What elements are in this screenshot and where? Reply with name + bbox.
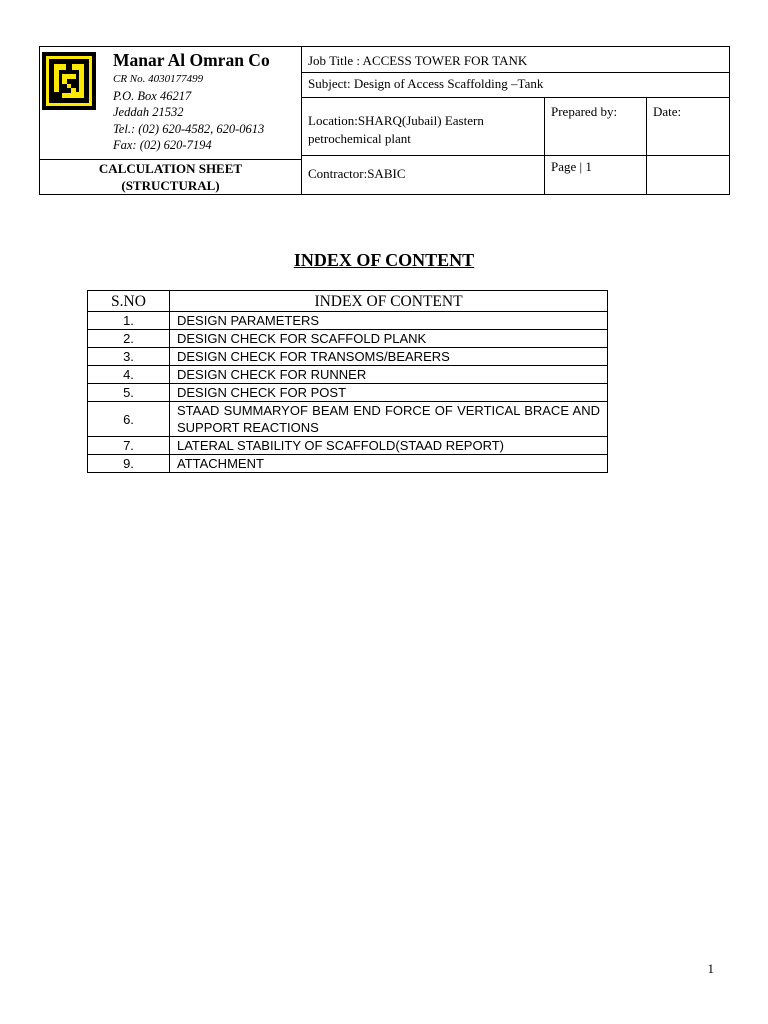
index-table-body bbox=[88, 312, 608, 473]
page-label: Page | 1 bbox=[545, 156, 647, 195]
job-title: Job Title : ACCESS TOWER FOR TANK bbox=[302, 47, 730, 73]
row-number: 7. bbox=[88, 437, 170, 455]
page-number: 1 bbox=[707, 961, 714, 976]
location-line-2: petrochemical plant bbox=[308, 131, 411, 146]
row-number: 4. bbox=[88, 366, 170, 384]
table-row bbox=[88, 348, 608, 366]
prepared-by: Prepared by: bbox=[545, 98, 647, 156]
row-title: DESIGN PARAMETERS bbox=[170, 312, 608, 330]
company-city: Jeddah 21532 bbox=[113, 105, 184, 119]
row-number: 3. bbox=[88, 348, 170, 366]
row-number: 1. bbox=[88, 312, 170, 330]
company-po-box: P.O. Box 46217 bbox=[113, 88, 192, 103]
company-fax: Fax: (02) 620-7194 bbox=[113, 138, 212, 152]
company-tel: Tel.: (02) 620-4582, 620-0613 bbox=[113, 121, 265, 136]
index-table bbox=[87, 290, 608, 473]
document-header bbox=[39, 46, 730, 195]
row-number: 2. bbox=[88, 330, 170, 348]
blank-cell bbox=[647, 156, 730, 195]
location-line-1: Location:SHARQ(Jubail) Eastern bbox=[308, 113, 484, 128]
row-number: 5. bbox=[88, 384, 170, 402]
table-row bbox=[88, 402, 608, 437]
table-row bbox=[88, 330, 608, 348]
company-cr-no: CR No. 4030177499 bbox=[113, 73, 204, 85]
subject: Subject: Design of Access Scaffolding –Tank bbox=[302, 73, 730, 98]
table-row bbox=[88, 312, 608, 330]
table-row bbox=[88, 437, 608, 455]
page-heading: INDEX OF CONTENT bbox=[293, 250, 475, 270]
date-label: Date: bbox=[647, 98, 730, 156]
company-contact bbox=[113, 71, 264, 154]
row-title: ATTACHMENT bbox=[170, 455, 608, 473]
table-row bbox=[88, 384, 608, 402]
row-title: DESIGN CHECK FOR SCAFFOLD PLANK bbox=[170, 330, 608, 348]
table-row bbox=[88, 455, 608, 473]
column-header-title: INDEX OF CONTENT bbox=[170, 291, 608, 312]
row-title: STAAD SUMMARYOF BEAM END FORCE OF VERTICAL BRACE AND SUPPORT REACTIONS bbox=[170, 402, 608, 437]
company-block bbox=[40, 47, 302, 160]
row-title: DESIGN CHECK FOR POST bbox=[170, 384, 608, 402]
column-header-sno: S.NO bbox=[88, 291, 170, 312]
table-row bbox=[88, 366, 608, 384]
row-number: 6. bbox=[88, 402, 170, 437]
company-logo-icon bbox=[42, 52, 96, 110]
sheet-title-line-1: CALCULATION SHEET bbox=[98, 161, 243, 176]
row-title: DESIGN CHECK FOR TRANSOMS/BEARERS bbox=[170, 348, 608, 366]
table-header-row bbox=[88, 291, 608, 312]
company-name: Manar Al Omran Co bbox=[113, 50, 270, 70]
row-number: 9. bbox=[88, 455, 170, 473]
row-title: DESIGN CHECK FOR RUNNER bbox=[170, 366, 608, 384]
sheet-title bbox=[40, 160, 302, 195]
contractor: Contractor:SABIC bbox=[302, 156, 545, 195]
sheet-title-line-2: (STRUCTURAL) bbox=[121, 178, 220, 193]
location bbox=[302, 98, 545, 156]
row-title: LATERAL STABILITY OF SCAFFOLD(STAAD REPORT) bbox=[170, 437, 608, 455]
